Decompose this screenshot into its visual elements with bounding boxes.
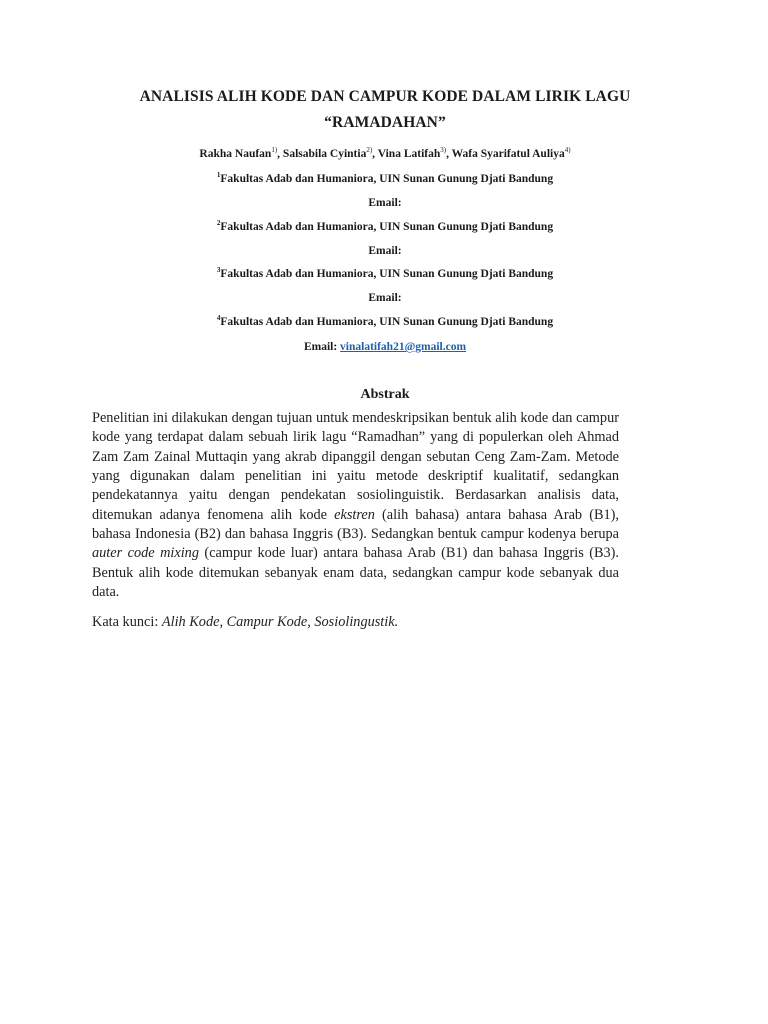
abstract-body: Penelitian ini dilakukan dengan tujuan untuk mendeskripsikan bentuk alih kode dan campur kode yang terdapat dalam sebuah lirik lagu “Ramadhan” yang di populerkan oleh Ahmad Zam Zam Zainal Muttaqin yang akrab dipanggil dengan sebutan Ceng Zam-Zam. Metode yang digunakan dalam penelitian ini yaitu metode deskriptif kualitatif, sedangkan pendekatannya yaitu dengan pendekatan sosiolinguistik. Berdasarkan analisis data, ditemukan adanya fenomena alih kode ekstren (alih bahasa) antara bahasa Arab (B1), bahasa Indonesia (B2) dan bahasa Inggris (B3). Sedangkan bentuk campur kodenya berupa auter code mixing (campur kode luar) antara bahasa Arab (B1) dan bahasa Inggris (B3). Bentuk alih kode ditemukan sebanyak enam data, sedangkan campur kode sebanyak dua data. (92, 410, 619, 601)
author-mark: 3) (440, 146, 447, 155)
affiliation-1 (90, 171, 680, 187)
author-list: Rakha Naufan$^{1)}$, Salsabila Cyintia$^{2)}$, Vina Latifah$^{3)}$, Wafa Syarifatul Auliya$^{4)}$ (199, 146, 571, 160)
abstract-heading: Abstrak (360, 387, 410, 402)
affiliation-3 (90, 266, 680, 282)
email-label: Email: (368, 292, 402, 304)
affiliation-mark: 1 (216, 171, 221, 180)
affiliation-mark: 4 (216, 314, 221, 323)
author-mark: 1) (271, 146, 278, 155)
author-mark: 2) (366, 146, 373, 155)
abstract-term: ekstren (334, 506, 375, 523)
affiliation-mark: 2 (216, 219, 221, 228)
paper-title-line-2: “RAMADAHAN” (324, 114, 446, 131)
email-line-4 (90, 339, 680, 355)
email-label: Email: (368, 245, 402, 257)
affiliation-mark: 3 (216, 266, 221, 275)
email-label: Email: (368, 197, 402, 209)
author-name: Vina Latifah (377, 148, 441, 160)
email-label: Email: (303, 341, 338, 353)
email-link[interactable]: vinalatifah21@gmail.com (340, 341, 467, 353)
email-line-3 (90, 290, 680, 306)
affiliation-4 (90, 314, 680, 330)
keywords (92, 613, 652, 632)
affiliation-2 (90, 219, 680, 235)
keywords-terms: Alih Kode, Campur Kode, Sosiolingustik. (161, 614, 399, 630)
affiliation-text: Fakultas Adab dan Humaniora, UIN Sunan Gunung Djati Bandung (220, 316, 554, 328)
author-mark: 4) (564, 146, 571, 155)
email-line-1 (90, 195, 680, 211)
author-name: Salsabila Cyintia (282, 148, 367, 160)
paper-title-line-1: ANALISIS ALIH KODE DAN CAMPUR KODE DALAM LIRIK LAGU (139, 88, 631, 105)
abstract-term: auter code mixing (92, 545, 199, 562)
paper-title (90, 84, 680, 136)
affiliation-text: Fakultas Adab dan Humaniora, UIN Sunan Gunung Djati Bandung (220, 221, 554, 233)
email-line-2 (90, 243, 680, 259)
affiliation-text: Fakultas Adab dan Humaniora, UIN Sunan Gunung Djati Bandung (220, 173, 554, 185)
affiliation-text: Fakultas Adab dan Humaniora, UIN Sunan Gunung Djati Bandung (220, 268, 554, 280)
keywords-label: Kata kunci: (92, 614, 162, 630)
author-name: Rakha Naufan (199, 148, 272, 160)
author-name: Wafa Syarifatul Auliya (451, 148, 565, 160)
